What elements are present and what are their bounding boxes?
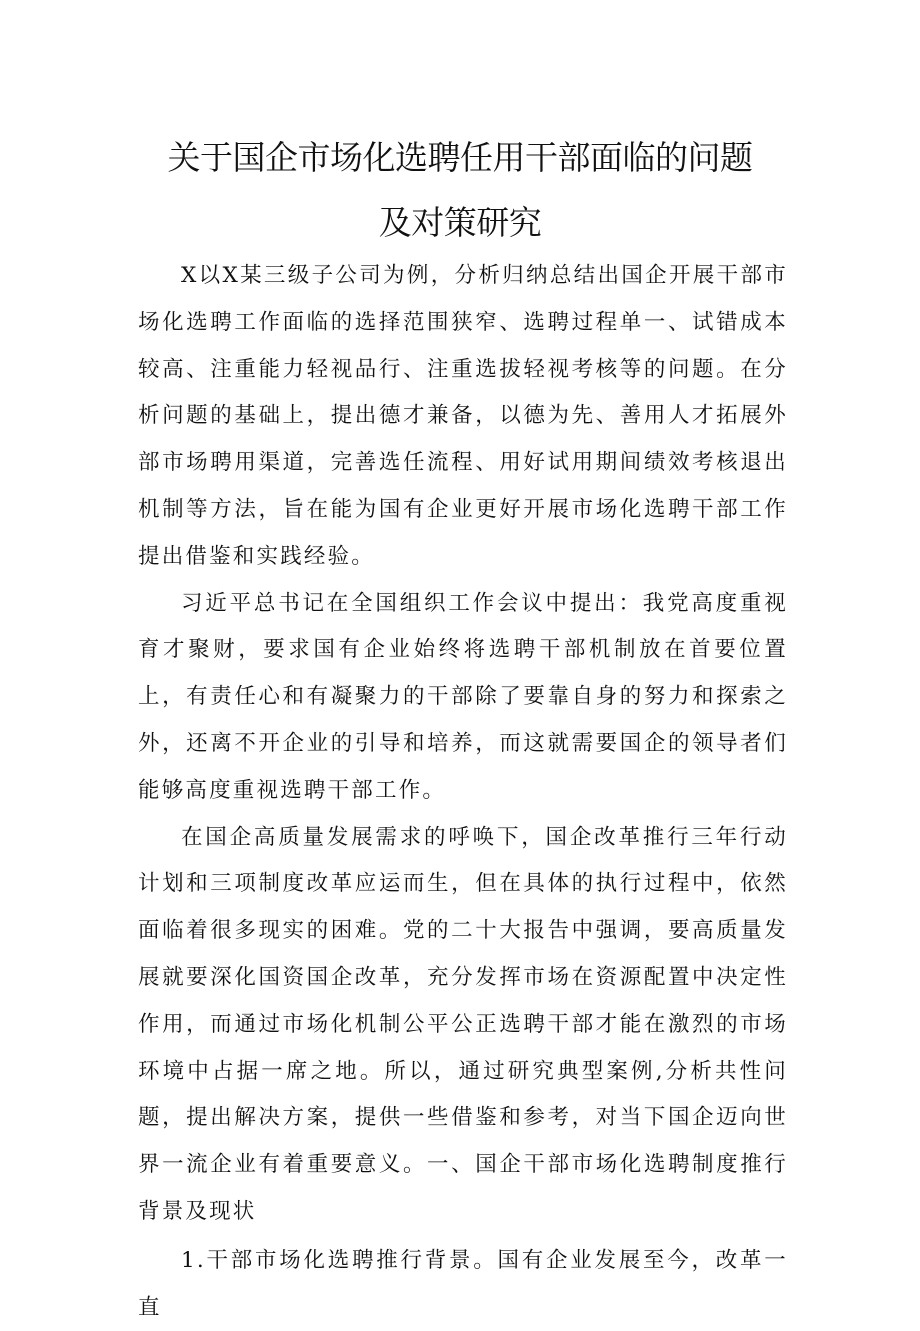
document-title-line-1: 关于国企市场化选聘任用干部面临的问题 [167, 138, 753, 177]
paragraph-section-1-item-1: 1.干部市场化选聘推行背景。国有企业发展至今，改革一直 [138, 1247, 788, 1320]
paragraph-abstract: X以X某三级子公司为例，分析归纳总结出国企开展干部市场化选聘工作面临的选择范围狭窄、选聘过程单一、试错成本较高、注重能力轻视品行、注重选拔轻视考核等的问题。在分析问题的基础上，提出德才兼备，以德为先、善用人才拓展外部市场聘用渠道，完善选任流程、用好试用期间绩效考核退出机制等方法，旨在能为国有企业更好开展市场化选聘干部工作提出借鉴和实践经验。 [138, 263, 788, 569]
document-title-line-2: 及对策研究 [378, 203, 542, 242]
paragraph-introduction: 习近平总书记在全国组织工作会议中提出：我党高度重视育才聚财，要求国有企业始终将选聘干部机制放在首要位置上，有责任心和有凝聚力的干部除了要靠自身的努力和探索之外，还离不开企业的引导和培养，而这就需要国企的领导者们能够高度重视选聘干部工作。 [138, 590, 788, 803]
paragraph-background: 在国企高质量发展需求的呼唤下，国企改革推行三年行动计划和三项制度改革应运而生，但在具体的执行过程中，依然面临着很多现实的困难。党的二十大报告中强调，要高质量发展就要深化国资国企改革，充分发挥市场在资源配置中决定性作用，而通过市场化机制公平公正选聘干部才能在激烈的市场环境中占据一席之地。所以，通过研究典型案例,分析共性问题，提出解决方案，提供一些借鉴和参考，对当下国企迈向世界一流企业有着重要意义。一、国企干部市场化选聘制度推行背景及现状 [138, 824, 788, 1224]
document-body [138, 253, 788, 1331]
